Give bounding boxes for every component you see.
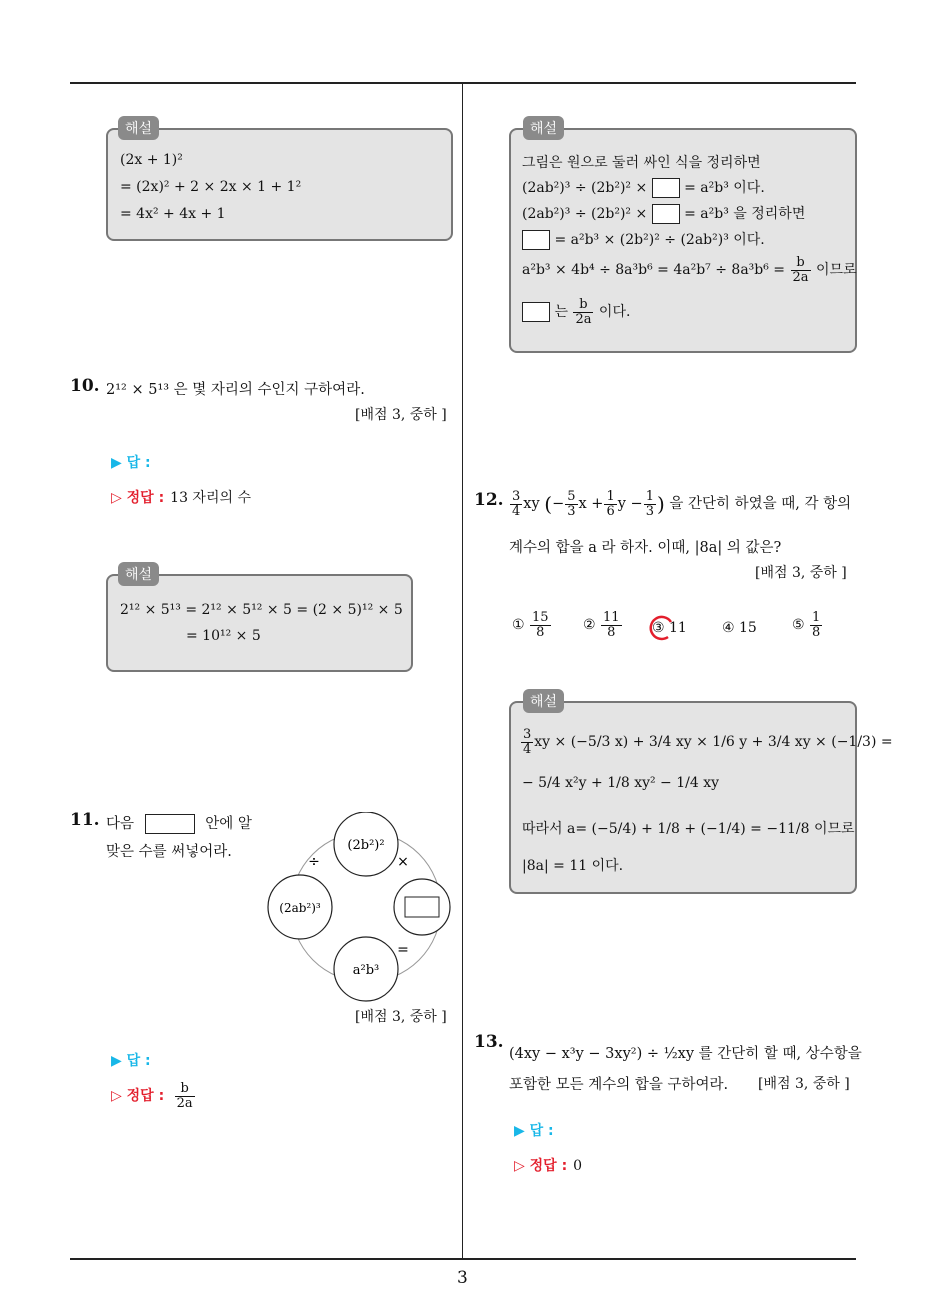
q12-option-1-mark: ①	[512, 617, 525, 634]
q10-number: 10.	[70, 376, 100, 396]
q10-solution-line-2: = 10¹² × 5	[186, 628, 261, 644]
q11-correct-den: 2a	[176, 1095, 193, 1111]
diagram-equals-op: =	[397, 942, 409, 958]
q12-sol-l1-frac: $\frac{3}{4}$	[523, 727, 532, 757]
q11-sol-blank-2	[652, 204, 680, 224]
q11-sol-line-1: 그림은 원으로 둘러 싸인 식을 정리하면	[522, 155, 761, 171]
q11-sol-line-3b: = a²b³ 을 정리하면	[684, 206, 806, 222]
q11-sol-line-6	[522, 298, 630, 326]
q12-line-1: $\frac{3}{4}$ xy (− $\frac{5}{3}$ x + $\frac{1}{6}$ y − $\frac{1}{3}$ ) 을 간단히 하였을 때, 각 항의	[512, 489, 852, 519]
q11-correct-row	[111, 1082, 196, 1110]
q11-number: 11.	[70, 810, 100, 830]
q12-option-2-mark: ②	[583, 617, 596, 634]
q12-coef-frac: $\frac{3}{4}$	[512, 489, 521, 519]
q11-sol-l5-num: b	[791, 256, 811, 271]
q11-sol-blank-1	[652, 178, 680, 198]
q11-correct-label: ▷ 정답 :	[111, 1088, 165, 1105]
column-divider	[462, 84, 463, 1258]
diagram-top-label: (2b²)²	[347, 838, 385, 853]
q11-text-pre: 다음	[106, 816, 135, 832]
q12-option-2-frac: $\frac{11}{8}$	[603, 610, 620, 640]
q11-sol-line-2b: = a²b³ 이다.	[684, 180, 765, 196]
q11-sol-line-6-frac	[573, 298, 593, 326]
q9-solution-line-1: (2x + 1)²	[120, 152, 183, 168]
q12-selected-circle-mark	[646, 613, 676, 643]
q11-sol-line-5-frac	[791, 256, 811, 284]
q10-explanation-tag: 해설	[118, 562, 159, 586]
q13-correct-row	[514, 1155, 582, 1175]
q11-text-line-2: 맞은 수를 써넣어라.	[106, 844, 232, 860]
q12-option-1[interactable]	[512, 611, 552, 639]
diagram-divide-op: ÷	[308, 854, 320, 870]
q12-sol-line-2: − 5/4 x²y + 1/8 xy² − 1/4 xy	[522, 775, 720, 791]
q11-sol-blank-3	[522, 230, 550, 250]
q11-sol-line-5b: 이므로	[815, 262, 857, 279]
q11-sol-line-3a: (2ab²)³ ÷ (2b²)² ×	[522, 206, 648, 222]
q10-solution-box	[106, 574, 413, 672]
q10-answer-label: ▶ 답 :	[111, 455, 151, 471]
q11-sol-blank-4	[522, 302, 550, 322]
q11-blank-box	[145, 814, 195, 834]
q12-option-2[interactable]	[583, 611, 623, 639]
q11-diagram	[266, 812, 456, 1002]
q12-explanation-tag: 해설	[523, 689, 564, 713]
q12-line-1-post: 을 간단히 하였을 때, 각 항의	[669, 496, 852, 513]
q12-option-5-mark: ⑤	[792, 617, 805, 634]
q13-points: [배점 3, 중하 ]	[758, 1076, 850, 1092]
diagram-left-label: (2ab²)³	[279, 901, 321, 915]
q11-sol-line-5	[522, 256, 857, 284]
q12-option-1-frac: $\frac{15}{8}$	[532, 610, 549, 640]
q11-sol-line-2a: (2ab²)³ ÷ (2b²)² ×	[522, 180, 648, 196]
page-number: 3	[457, 1268, 468, 1288]
q11-text-line-1	[106, 812, 252, 834]
q13-answer-label: ▶ 답 :	[514, 1123, 554, 1139]
q11-sol-l5-den: 2a	[792, 269, 809, 285]
q12-option-4[interactable]	[722, 620, 757, 636]
diagram-times-op: ×	[397, 854, 409, 870]
q10-text: 2¹² × 5¹³ 은 몇 자리의 수인지 구하여라.	[106, 382, 365, 398]
q13-number: 13.	[474, 1032, 504, 1052]
q10-correct-row	[111, 487, 251, 507]
diagram-bottom-label: a²b³	[352, 963, 380, 978]
q12-option-5[interactable]	[792, 611, 823, 639]
q11-sol-line-6b: 이다.	[598, 304, 631, 321]
q11-correct-fraction	[175, 1082, 195, 1110]
q11-sol-line-2	[522, 177, 765, 198]
q11-sol-l6-num: b	[573, 298, 593, 313]
q11-sol-line-6a: 는	[554, 304, 568, 321]
q13-correct-label: ▷ 정답 :	[514, 1158, 568, 1174]
q11-correct-num: b	[175, 1082, 195, 1097]
q10-correct-label: ▷ 정답 :	[111, 490, 165, 506]
q12-option-3-value: 11	[669, 620, 687, 636]
q12-line-1-pre: xy	[523, 496, 540, 513]
q11-text-post: 안에 알	[205, 816, 252, 832]
q11-explanation-tag: 해설	[523, 116, 564, 140]
q12-sol-line-4: |8a| = 11 이다.	[522, 858, 624, 874]
q12-expression: (	[544, 492, 553, 517]
q11-sol-line-4	[522, 229, 765, 250]
q11-sol-l6-den: 2a	[575, 311, 592, 327]
q9-solution-line-2: = (2x)² + 2 × 2x × 1 + 1²	[120, 179, 302, 195]
q12-option-4-value: 15	[739, 620, 757, 636]
q13-line-2: 포함한 모든 계수의 합을 구하여라.	[509, 1077, 729, 1093]
q12-sol-line-3: 따라서 a= (−5/4) + 1/8 + (−1/4) = −11/8 이므로	[522, 821, 855, 837]
q11-points: [배점 3, 중하 ]	[355, 1009, 447, 1025]
q9-solution-line-3: = 4x² + 4x + 1	[120, 206, 226, 222]
bottom-rule	[70, 1258, 856, 1260]
q11-sol-line-5a: a²b³ × 4b⁴ ÷ 8a³b⁶ = 4a²b⁷ ÷ 8a³b⁶ =	[522, 262, 786, 279]
q11-sol-line-3	[522, 203, 805, 224]
q13-line-1: (4xy − x³y − 3xy²) ÷ ½xy 를 간단히 할 때, 상수항을	[509, 1046, 862, 1062]
q12-sol-line-1	[520, 728, 893, 756]
q12-option-4-mark: ④	[722, 620, 735, 636]
q10-correct-value: 13 자리의 수	[170, 490, 251, 506]
q11-sol-line-4-text: = a²b³ × (2b²)² ÷ (2ab²)³ 이다.	[554, 232, 765, 248]
diagram-blank-box	[405, 897, 439, 917]
q12-option-3-mark: ③	[652, 620, 665, 636]
q11-answer-label: ▶ 답 :	[111, 1053, 151, 1069]
q10-points: [배점 3, 중하 ]	[355, 407, 447, 423]
q13-correct-value: 0	[573, 1158, 583, 1174]
top-rule	[70, 82, 856, 84]
q12-points: [배점 3, 중하 ]	[755, 565, 847, 581]
q12-option-5-frac: $\frac{1}{8}$	[812, 610, 821, 640]
q12-line-2: 계수의 합을 a 라 하자. 이때, |8a| 의 값은?	[509, 540, 782, 556]
q12-number: 12.	[474, 490, 504, 510]
q9-explanation-tag: 해설	[118, 116, 159, 140]
q10-solution-line-1: 2¹² × 5¹³ = 2¹² × 5¹² × 5 = (2 × 5)¹² × 5	[120, 602, 403, 618]
q12-sol-line-1-text: xy × (−5/3 x) + 3/4 xy × 1/6 y + 3/4 xy × (−1/3) =	[534, 734, 893, 751]
